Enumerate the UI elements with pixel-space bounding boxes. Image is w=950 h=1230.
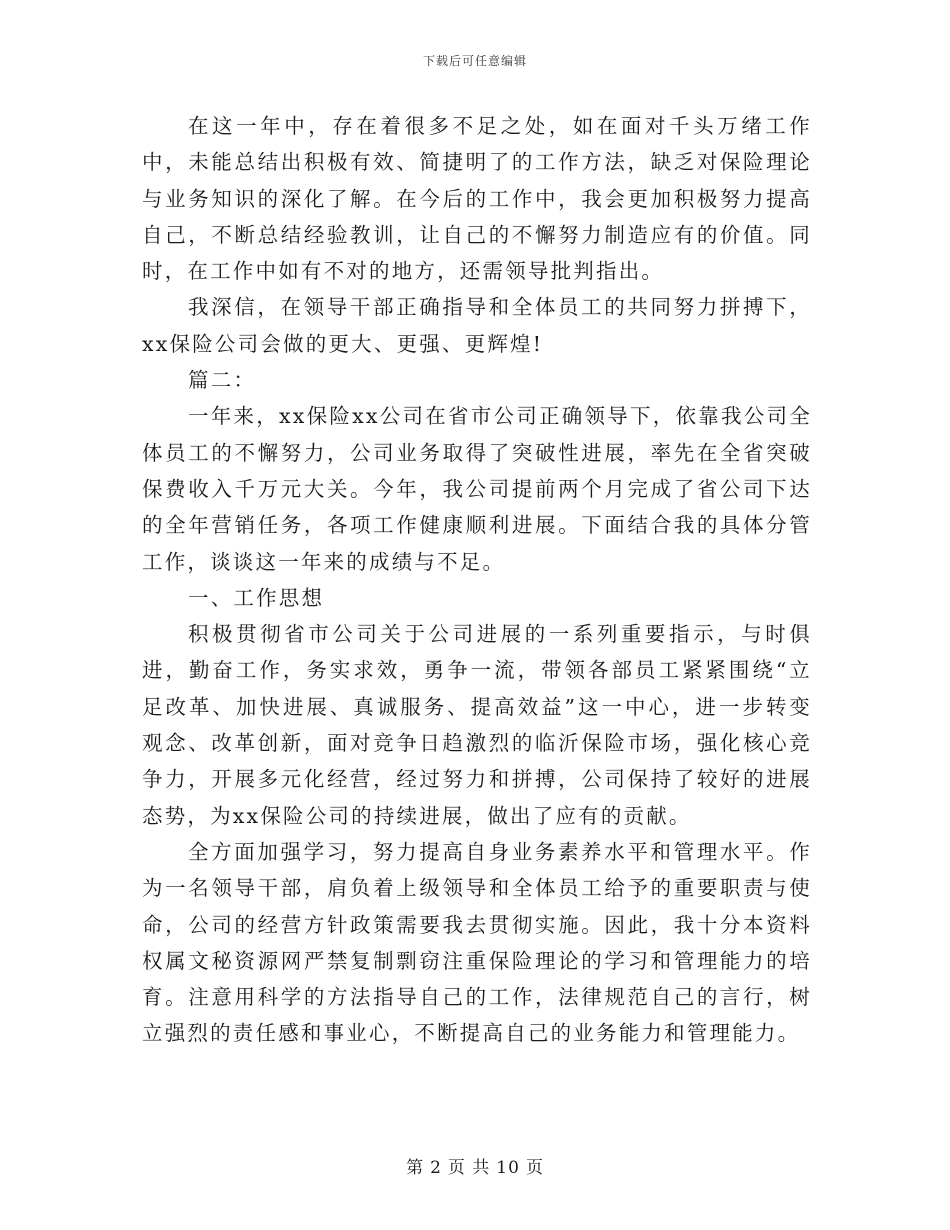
page-prefix: 第 [406,1158,425,1178]
paragraph-work-thinking: 积极贯彻省市公司关于公司进展的一系列重要指示，与时俱进，勤奋工作，务实求效，勇争一流，带领各部员工紧紧围绕“立足改革、加快进展、真诚服务、提高效益”这一中心，进一步转变观念、改革创新，面对竞争日趋激烈的临沂保险市场，强化核心竞争力，开展多元化经营，经过努力和拼搏，公司保持了较好的进展态势，为xx保险公司的持续进展，做出了应有的贡献。 [142,622,812,828]
paragraph-conviction: 我深信，在领导干部正确指导和全体员工的共同努力拼搏下，xx保险公司会做的更大、更强、更辉煌! [142,295,812,356]
heading-work-thinking: 一、工作思想 [188,585,325,610]
current-page-number: 2 [430,1158,442,1178]
total-page-number: 10 [496,1158,520,1178]
paragraph-shortcomings: 在这一年中，存在着很多不足之处，如在面对千头万绪工作中，未能总结出积极有效、简捷明了的工作方法，缺乏对保险理论与业务知识的深化了解。在今后的工作中，我会更加积极努力提高自己，不断总结经验教训，让自己的不懈努力制造应有的价值。同时，在工作中如有不对的地方，还需领导批判指出。 [142,114,812,284]
section-title-part-two: 篇二： [188,368,257,393]
page-suffix: 页 [525,1158,544,1178]
page-header: 下载后可任意编辑 [422,54,527,68]
page-footer [0,1153,950,1178]
paragraph-year-review: 一年来，xx保险xx公司在省市公司正确领导下，依靠我公司全体员工的不懈努力，公司业务取得了突破性进展，率先在全省突破保费收入千万元大关。今年，我公司提前两个月完成了省公司下达的全年营销任务，各项工作健康顺利进展。下面结合我的具体分管工作，谈谈这一年来的成绩与不足。 [142,404,812,574]
document-body [142,108,812,1052]
paragraph-study: 全方面加强学习，努力提高自身业务素养水平和管理水平。作为一名领导干部，肩负着上级领导和全体员工给予的重要职责与使命，公司的经营方针政策需要我去贯彻实施。因此，我十分本资料权属文秘资源网严禁复制剽窃注重保险理论的学习和管理能力的培育。注意用科学的方法指导自己的工作，法律规范自己的言行，树立强烈的责任感和事业心，不断提高自己的业务能力和管理能力。 [142,839,812,1046]
page-middle-text: 页 共 [447,1158,491,1178]
